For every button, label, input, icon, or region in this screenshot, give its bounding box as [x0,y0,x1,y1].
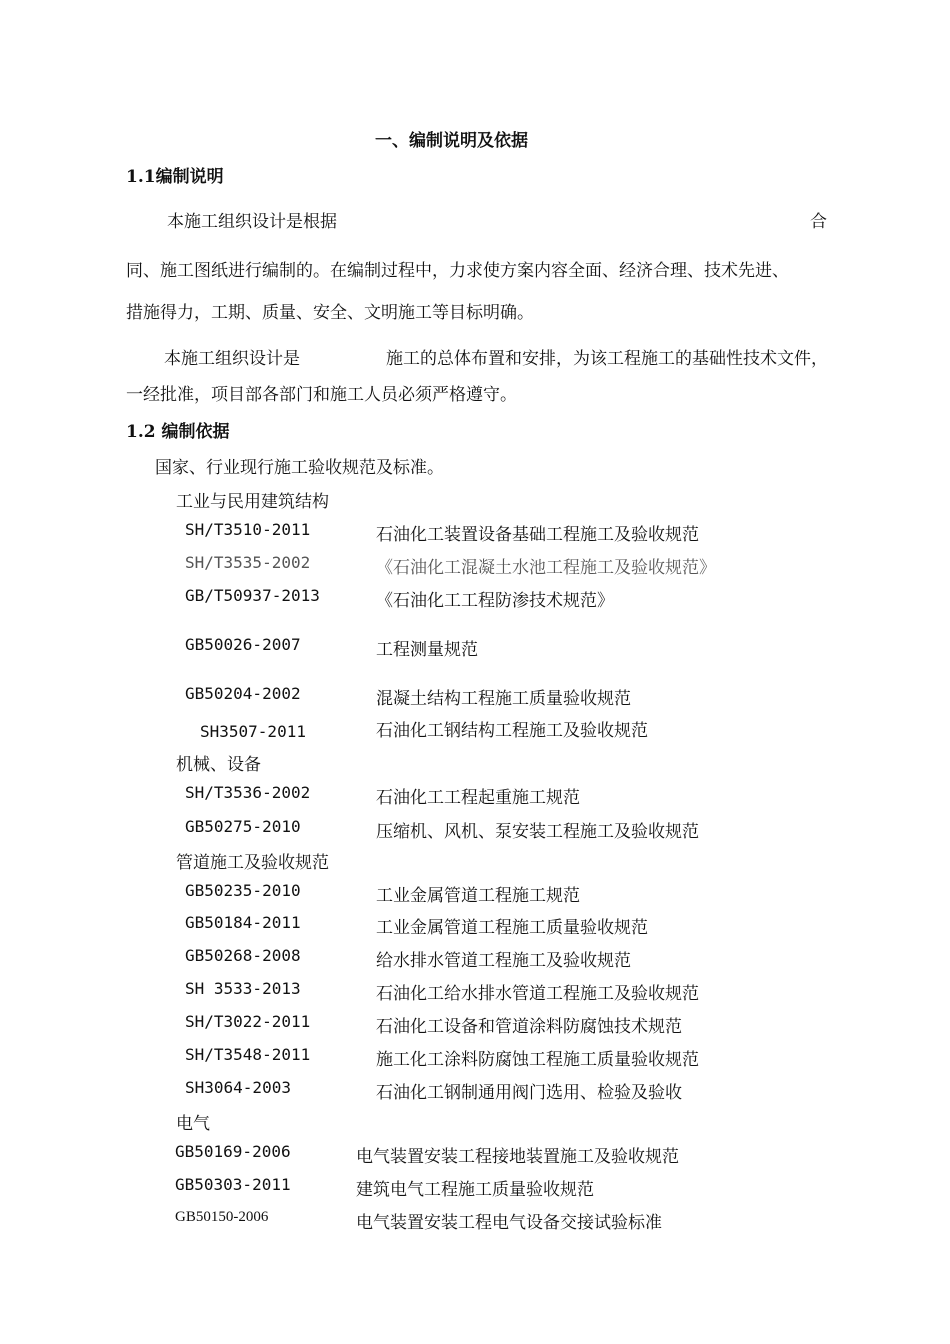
para-1-line-3: 措施得力，工期、质量、安全、文明施工等目标明确。 [126,303,534,323]
standard-code: GB50026-2007 [185,635,301,654]
standard-code: GB50150-2006 [175,1209,269,1225]
standard-code: SH 3533-2013 [185,979,301,998]
standard-title: 工业金属管道工程施工规范 [376,886,580,906]
standard-code: GB50169-2006 [175,1142,291,1161]
standard-code: SH3507-2011 [200,722,306,741]
standard-code: SH3064-2003 [185,1078,291,1097]
standard-title: 石油化工设备和管道涂料防腐蚀技术规范 [376,1017,682,1037]
group-heading: 工业与民用建筑结构 [176,492,329,512]
section-1-2-heading: 1.2 编制依据 [126,422,230,442]
standard-title: 电气装置安装工程电气设备交接试验标准 [356,1213,662,1233]
standard-code: GB50268-2008 [185,946,301,965]
para-1-line-2: 同、施工图纸进行编制的。在编制过程中，力求使方案内容全面、经济合理、技术先进、 [126,261,789,281]
standard-title: 《石油化工混凝土水池工程施工及验收规范》 [376,558,716,578]
standard-title: 石油化工工程起重施工规范 [376,788,580,808]
para-2-line-1b: 施工的总体布置和安排，为该工程施工的基础性技术文件， [386,349,828,369]
page-title: 一、编制说明及依据 [375,131,528,151]
standard-code: GB/T50937-2013 [185,586,320,605]
standard-code: SH/T3535-2002 [185,553,311,572]
standard-code: GB50303-2011 [175,1175,291,1194]
section-1-2-intro: 国家、行业现行施工验收规范及标准。 [155,458,444,478]
standard-code: SH/T3548-2011 [185,1045,311,1064]
para-1-line-1a: 本施工组织设计是根据 [167,212,337,232]
standard-title: 工程测量规范 [376,640,478,660]
standard-title: 工业金属管道工程施工质量验收规范 [376,918,648,938]
standard-title: 混凝土结构工程施工质量验收规范 [376,689,631,709]
standard-title: 压缩机、风机、泵安装工程施工及验收规范 [376,822,699,842]
standard-title: 石油化工装置设备基础工程施工及验收规范 [376,525,699,545]
standard-title: 《石油化工工程防渗技术规范》 [376,591,614,611]
standard-title: 施工化工涂料防腐蚀工程施工质量验收规范 [376,1050,699,1070]
para-2-line-1a: 本施工组织设计是 [164,349,300,369]
para-2-line-2: 一经批准，项目部各部门和施工人员必须严格遵守。 [126,385,517,405]
standard-code: GB50275-2010 [185,817,301,836]
standard-title: 电气装置安装工程接地装置施工及验收规范 [356,1147,679,1167]
standard-title: 石油化工钢结构工程施工及验收规范 [376,721,648,741]
group-heading: 机械、设备 [176,755,261,775]
standard-code: GB50235-2010 [185,881,301,900]
standard-title: 给水排水管道工程施工及验收规范 [376,951,631,971]
standard-code: GB50184-2011 [185,913,301,932]
standard-code: GB50204-2002 [185,684,301,703]
standard-code: SH/T3022-2011 [185,1012,311,1031]
group-heading: 管道施工及验收规范 [176,853,329,873]
group-heading: 电气 [176,1114,210,1134]
standard-code: SH/T3536-2002 [185,783,311,802]
standard-code: SH/T3510-2011 [185,520,311,539]
standard-title: 石油化工给水排水管道工程施工及验收规范 [376,984,699,1004]
standard-title: 建筑电气工程施工质量验收规范 [356,1180,594,1200]
para-1-line-1b: 合 [810,212,827,232]
standard-title: 石油化工钢制通用阀门选用、检验及验收 [376,1083,682,1103]
section-1-1-heading: 1.1编制说明 [126,167,224,187]
